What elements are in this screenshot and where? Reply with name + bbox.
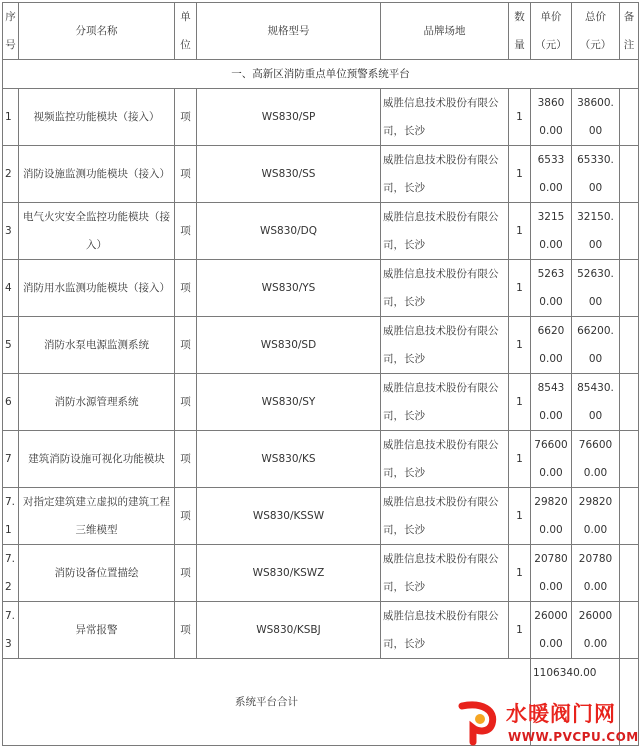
cell-brand: 威胜信息技术股份有限公司，长沙 <box>381 374 509 431</box>
cell-total: 65330.00 <box>572 146 620 203</box>
table-row <box>3 545 639 602</box>
header-spec: 规格型号 <box>197 3 381 60</box>
header-brand: 品牌场地 <box>381 3 509 60</box>
cell-brand: 威胜信息技术股份有限公司，长沙 <box>381 146 509 203</box>
cell-unit: 项 <box>175 203 197 260</box>
cell-unit: 项 <box>175 260 197 317</box>
cell-brand: 威胜信息技术股份有限公司，长沙 <box>381 317 509 374</box>
pipe-logo-icon <box>456 700 502 746</box>
cell-seq: 4 <box>3 260 19 317</box>
cell-note <box>620 545 639 602</box>
cell-name: 消防水源管理系统 <box>19 374 175 431</box>
table-row <box>3 260 639 317</box>
cell-seq: 5 <box>3 317 19 374</box>
header-total: 总价（元） <box>572 3 620 60</box>
cell-total: 38600.00 <box>572 89 620 146</box>
cell-note <box>620 203 639 260</box>
cell-price: 298200.00 <box>531 488 572 545</box>
cell-seq: 7.1 <box>3 488 19 545</box>
header-qty: 数量 <box>509 3 531 60</box>
cell-note <box>620 89 639 146</box>
cell-qty: 1 <box>509 146 531 203</box>
cell-price: 52630.00 <box>531 260 572 317</box>
cell-spec: WS830/KSSW <box>197 488 381 545</box>
header-seq: 序号 <box>3 3 19 60</box>
cell-spec: WS830/YS <box>197 260 381 317</box>
table-row <box>3 374 639 431</box>
section-row <box>3 60 639 89</box>
cell-qty: 1 <box>509 602 531 659</box>
cell-qty: 1 <box>509 89 531 146</box>
cell-qty: 1 <box>509 374 531 431</box>
cell-total: 32150.00 <box>572 203 620 260</box>
cell-brand: 威胜信息技术股份有限公司，长沙 <box>381 203 509 260</box>
cell-brand: 威胜信息技术股份有限公司，长沙 <box>381 602 509 659</box>
cell-price: 32150.00 <box>531 203 572 260</box>
cell-qty: 1 <box>509 431 531 488</box>
cell-brand: 威胜信息技术股份有限公司，长沙 <box>381 488 509 545</box>
cell-note <box>620 317 639 374</box>
cell-qty: 1 <box>509 545 531 602</box>
total-label: 系统平台合计 <box>3 659 531 746</box>
cell-total: 260000.00 <box>572 602 620 659</box>
cell-unit: 项 <box>175 602 197 659</box>
table-body <box>3 3 639 746</box>
cell-name: 建筑消防设施可视化功能模块 <box>19 431 175 488</box>
cell-spec: WS830/DQ <box>197 203 381 260</box>
table-row <box>3 203 639 260</box>
header-price: 单价（元） <box>531 3 572 60</box>
header-name: 分项名称 <box>19 3 175 60</box>
cell-qty: 1 <box>509 260 531 317</box>
cell-spec: WS830/SD <box>197 317 381 374</box>
cell-price: 38600.00 <box>531 89 572 146</box>
cell-note <box>620 488 639 545</box>
section-title: 一、高新区消防重点单位预警系统平台 <box>3 60 639 89</box>
cell-unit: 项 <box>175 431 197 488</box>
cell-unit: 项 <box>175 545 197 602</box>
cell-spec: WS830/KSWZ <box>197 545 381 602</box>
cell-seq: 7.3 <box>3 602 19 659</box>
table-row <box>3 317 639 374</box>
cell-name: 消防用水监测功能模块（接入） <box>19 260 175 317</box>
table-row <box>3 89 639 146</box>
cell-unit: 项 <box>175 374 197 431</box>
cell-seq: 1 <box>3 89 19 146</box>
cell-unit: 项 <box>175 488 197 545</box>
cell-spec: WS830/KS <box>197 431 381 488</box>
header-row <box>3 3 639 60</box>
watermark <box>456 696 639 750</box>
total-value: 1106340.00 <box>531 659 620 746</box>
cell-price: 65330.00 <box>531 146 572 203</box>
header-unit: 单位 <box>175 3 197 60</box>
table-row <box>3 602 639 659</box>
cell-total: 52630.00 <box>572 260 620 317</box>
cell-price: 260000.00 <box>531 602 572 659</box>
cell-brand: 威胜信息技术股份有限公司，长沙 <box>381 89 509 146</box>
cell-unit: 项 <box>175 146 197 203</box>
cell-name: 消防设备位置描绘 <box>19 545 175 602</box>
cell-price: 766000.00 <box>531 431 572 488</box>
cell-price: 85430.00 <box>531 374 572 431</box>
cell-unit: 项 <box>175 89 197 146</box>
cell-brand: 威胜信息技术股份有限公司，长沙 <box>381 545 509 602</box>
cell-total: 85430.00 <box>572 374 620 431</box>
cell-qty: 1 <box>509 488 531 545</box>
table-row <box>3 146 639 203</box>
cell-note <box>620 260 639 317</box>
table-row <box>3 488 639 545</box>
cell-note <box>620 146 639 203</box>
cell-total: 66200.00 <box>572 317 620 374</box>
cell-total: 207800.00 <box>572 545 620 602</box>
cell-note <box>620 431 639 488</box>
cell-total: 766000.00 <box>572 431 620 488</box>
cell-note <box>620 602 639 659</box>
cell-name: 视频监控功能模块（接入） <box>19 89 175 146</box>
cell-name: 消防水泵电源监测系统 <box>19 317 175 374</box>
cell-seq: 7.2 <box>3 545 19 602</box>
cell-note <box>620 374 639 431</box>
watermark-title: 水暖阀门网 <box>506 702 616 726</box>
cell-unit: 项 <box>175 317 197 374</box>
cell-seq: 2 <box>3 146 19 203</box>
cell-total: 298200.00 <box>572 488 620 545</box>
table-row <box>3 431 639 488</box>
cell-name: 对指定建筑建立虚拟的建筑工程三维模型 <box>19 488 175 545</box>
cell-spec: WS830/SP <box>197 89 381 146</box>
cell-seq: 3 <box>3 203 19 260</box>
cell-brand: 威胜信息技术股份有限公司，长沙 <box>381 260 509 317</box>
cell-seq: 7 <box>3 431 19 488</box>
cell-seq: 6 <box>3 374 19 431</box>
watermark-url: WWW.PVCPU.COM <box>508 730 639 744</box>
cell-name: 消防设施监测功能模块（接入） <box>19 146 175 203</box>
cell-price: 207800.00 <box>531 545 572 602</box>
cell-brand: 威胜信息技术股份有限公司，长沙 <box>381 431 509 488</box>
cell-spec: WS830/KSBJ <box>197 602 381 659</box>
cell-name: 异常报警 <box>19 602 175 659</box>
cell-spec: WS830/SS <box>197 146 381 203</box>
header-note: 备注 <box>620 3 639 60</box>
cell-price: 66200.00 <box>531 317 572 374</box>
quotation-table <box>2 2 639 746</box>
cell-qty: 1 <box>509 203 531 260</box>
cell-qty: 1 <box>509 317 531 374</box>
cell-name: 电气火灾安全监控功能模块（接入） <box>19 203 175 260</box>
cell-spec: WS830/SY <box>197 374 381 431</box>
